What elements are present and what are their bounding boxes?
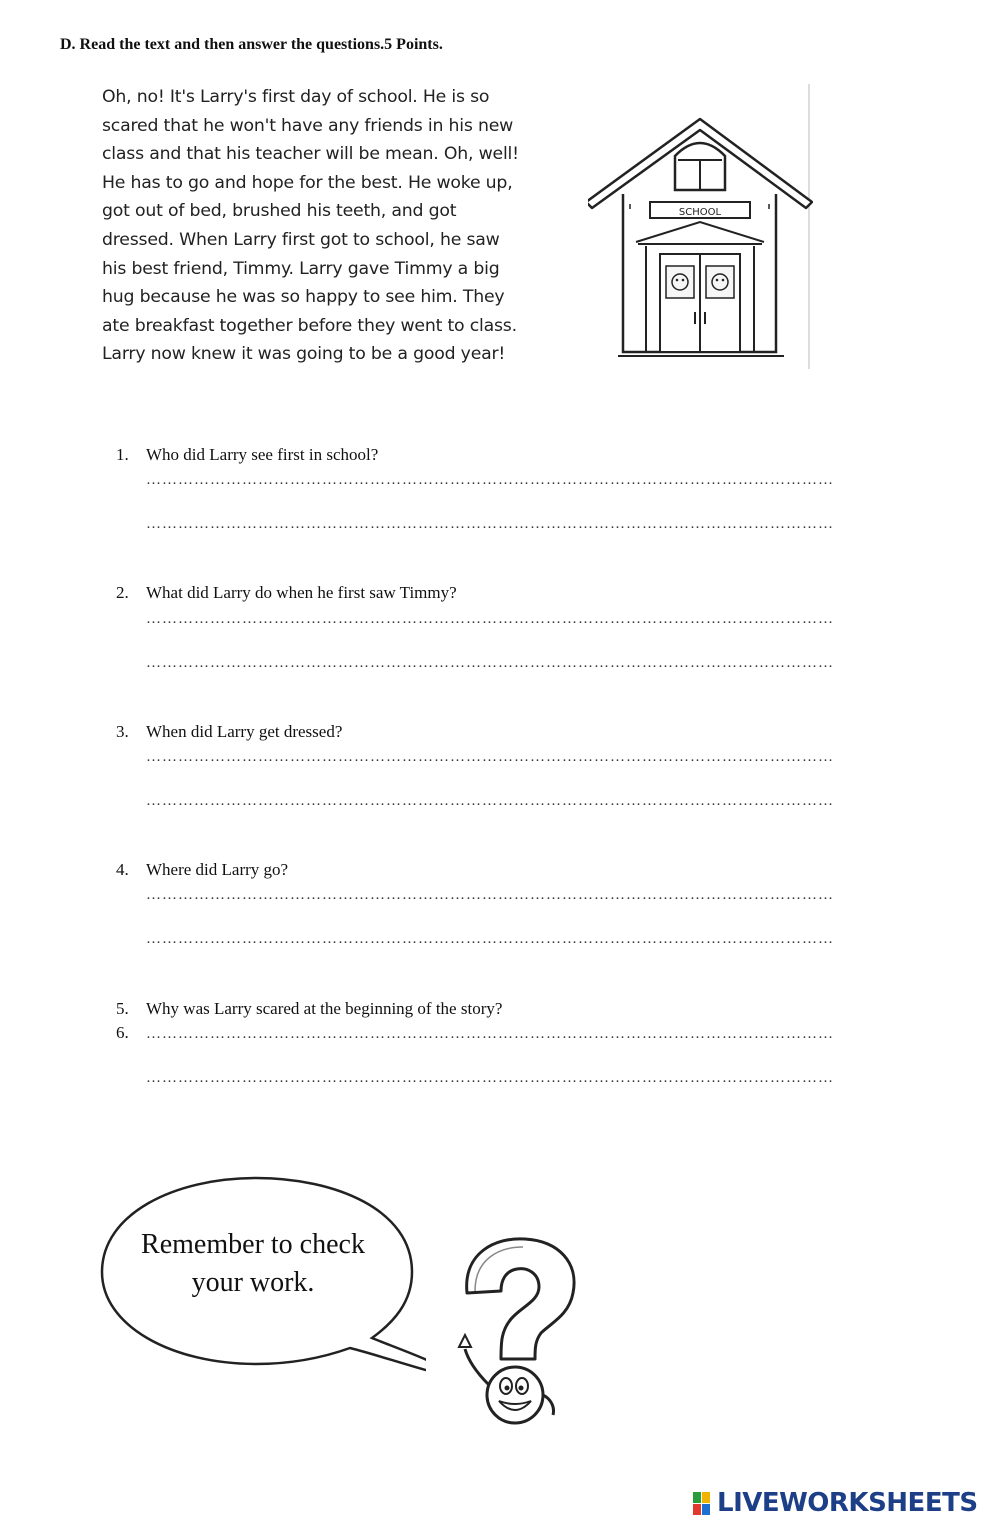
answer-line[interactable]: ………………………………………………………………………………………………………………… bbox=[146, 793, 834, 809]
question-number: 2. bbox=[116, 583, 129, 602]
question-number-6: 6. bbox=[116, 1023, 129, 1042]
question-3 bbox=[116, 722, 342, 742]
question-mark-mascot-icon bbox=[455, 1235, 580, 1430]
question-5 bbox=[116, 999, 502, 1019]
question-number: 3. bbox=[116, 722, 129, 741]
passage-line: He has to go and hope for the best. He woke up, bbox=[102, 172, 513, 193]
school-house-illustration bbox=[588, 84, 813, 369]
passage-line: dressed. When Larry first got to school, he saw bbox=[102, 229, 500, 250]
question-text: Why was Larry scared at the beginning of the story? bbox=[146, 999, 503, 1018]
answer-line[interactable]: ………………………………………………………………………………………………………………… bbox=[146, 655, 834, 671]
question-number: 5. bbox=[116, 999, 129, 1018]
passage-line: class and that his teacher will be mean. Oh, well! bbox=[102, 144, 519, 165]
reading-passage bbox=[102, 83, 592, 369]
passage-line: Larry now knew it was going to be a good year! bbox=[102, 344, 506, 365]
question-number: 1. bbox=[116, 445, 129, 464]
question-number: 4. bbox=[116, 860, 129, 879]
answer-line[interactable]: ………………………………………………………………………………………………………………… bbox=[146, 611, 834, 627]
answer-line[interactable]: ………………………………………………………………………………………………………………… bbox=[146, 931, 834, 947]
passage-line: got out of bed, brushed his teeth, and got bbox=[102, 201, 457, 222]
answer-line[interactable]: ………………………………………………………………………………………………………………… bbox=[146, 472, 834, 488]
reminder-text: Remember to check your work. bbox=[141, 1229, 365, 1298]
question-2 bbox=[116, 583, 457, 603]
answer-line[interactable]: ………………………………………………………………………………………………………………… bbox=[146, 1026, 834, 1042]
passage-line: ate breakfast together before they went to class. bbox=[102, 315, 517, 336]
passage-line: his best friend, Timmy. Larry gave Timmy a big bbox=[102, 258, 500, 279]
question-text: When did Larry get dressed? bbox=[146, 722, 343, 741]
brand-wordmark: LIVEWORKSHEETS bbox=[717, 1488, 978, 1518]
question-text: What did Larry do when he first saw Timmy? bbox=[146, 583, 457, 602]
question-4 bbox=[116, 860, 288, 880]
answer-line[interactable]: ………………………………………………………………………………………………………………… bbox=[146, 516, 834, 532]
answer-line[interactable]: ………………………………………………………………………………………………………………… bbox=[146, 887, 834, 903]
passage-line: Oh, no! It's Larry's first day of school. He is so bbox=[102, 87, 490, 107]
answer-line[interactable]: ………………………………………………………………………………………………………………… bbox=[146, 1070, 834, 1086]
question-text: Who did Larry see first in school? bbox=[146, 445, 379, 464]
question-1 bbox=[116, 445, 378, 465]
passage-line: scared that he won't have any friends in his new bbox=[102, 115, 514, 136]
section-heading: D. Read the text and then answer the questions.5 Points. bbox=[60, 36, 443, 53]
answer-line[interactable]: ………………………………………………………………………………………………………………… bbox=[146, 749, 834, 765]
passage-line: hug because he was so happy to see him. They bbox=[102, 287, 505, 308]
question-text: Where did Larry go? bbox=[146, 860, 289, 879]
school-sign-text: SCHOOL bbox=[678, 207, 722, 218]
